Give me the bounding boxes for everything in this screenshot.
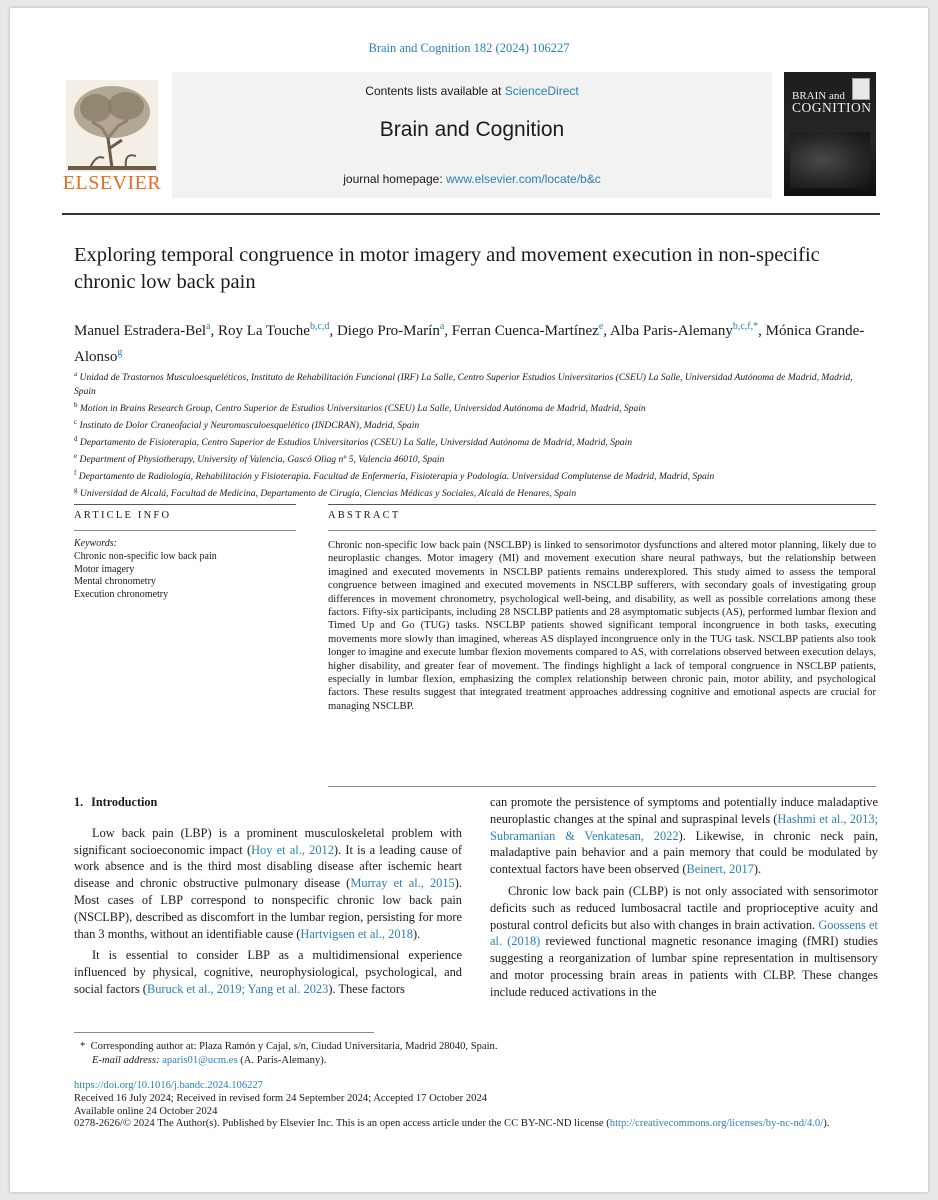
received-dates: Received 16 July 2024; Received in revised form 24 September 2024; Accepted 17 October 2024 [74, 1092, 488, 1104]
keywords-label: Keywords: [74, 538, 117, 549]
author-name[interactable]: Mónica Grande-Alonso [74, 323, 865, 365]
journal-cover-thumbnail[interactable] [784, 72, 876, 196]
contents-line [172, 84, 772, 98]
affiliation-text: Universidad de Alcalá, Facultad de Medicina, Departamento de Cirugía, Ciencias Médicas y Sociales, Alcalá de Henares, Spain [79, 488, 577, 500]
abstract-text: Chronic non-specific low back pain (NSCLBP) is linked to sensorimotor dysfunctions and altered motor planning, likely due to neuroplastic changes. Motor imagery (MI) and movement execution share neural pathways, but the relationship between imagined and executed movements in NSCLBP patients remains underexplored. This study aimed to assess the temporal congruence between imagined and executed movements in NSCLBP sufferers, with secondary goals of investigating group differences in movement chronometry, psychological well-being, and disability, as well as possible correlations among these factors. Fifty-six participants, including 28 NSCLBP patients and 28 asymptomatic subjects (AS), performed lumbar flexion and Timed Up and Go (TUG) tasks. NSCLBP patients showed significant temporal incongruence in both tasks, executing movements more slowly than imagined, whereas AS displayed incongruence only in the TUG task. NSCLBP patients also took longer to imagine and execute lumbar flexion movements compared to AS, with correlations observed between execution delays, higher disability, and greater fear of movement. The findings highlight a lack of temporal congruence in NSCLBP patients, especially in lumbar flexion, emphasizing the complex relationship between chronic pain, motor ability, and psychological factors. These results suggest that integrated treatment approaches addressing cognitive and emotional aspects are crucial for managing NSCLBP. [328, 540, 876, 712]
section-title: Introduction [91, 795, 158, 809]
affiliation-marker: e [74, 451, 78, 460]
keyword-item: Chronic non-specific low back pain [74, 550, 217, 562]
affiliation-marker: f [74, 468, 77, 477]
affiliation-item [74, 484, 874, 501]
article-title: Exploring temporal congruence in motor imagery and movement execution in non-specific chronic low back pain [74, 244, 820, 293]
article-page [10, 8, 928, 1192]
citation-link[interactable]: Buruck et al., 2019; Yang et al. 2023 [146, 981, 329, 996]
license-line [74, 1118, 880, 1131]
author-list [74, 316, 874, 368]
intro-paragraph-3 [490, 883, 878, 1001]
paragraph-text: reviewed functional magnetic resonance imaging (fMRI) studies suggesting a reorganization of lumbar spine representation in multisensory and motor processing brain areas in patients with CLBP. These changes include reduced activations in the [490, 934, 878, 999]
abstract-heading: ABSTRACT [328, 510, 401, 521]
citation-link[interactable]: Hashmi et al., 2013; Subramanian & Venkatesan, 2022 [490, 811, 878, 843]
body-column-right [490, 794, 878, 1001]
email-line [80, 1054, 860, 1068]
author-separator: , [210, 323, 218, 339]
affiliation-marker: c [74, 417, 78, 426]
affiliation-text: Department of Physiotherapy, University of Valencia, Gascó Oliag nº 5, Valencia 46010, Spain [79, 453, 445, 465]
author-name[interactable]: Roy La Touche [217, 323, 310, 339]
sciencedirect-link[interactable]: ScienceDirect [504, 84, 579, 98]
citation-link[interactable]: Hartvigsen et al., 2018 [300, 926, 413, 941]
author-separator: , [603, 323, 610, 339]
intro-paragraph-1 [74, 825, 462, 943]
author-name[interactable]: Ferran Cuenca-Martínez [451, 323, 599, 339]
journal-header [62, 72, 880, 206]
affiliation-item [74, 399, 874, 416]
affiliation-text: Unidad de Trastornos Musculoesqueléticos, Instituto de Rehabilitación Funcional (IRF) La Salle, Centro Superior Estudios Universitarios (CSEU) La Salle, Universidad Autónoma de Madrid, Madrid, Spain [74, 372, 853, 397]
cover-line2: COGNITION [792, 100, 872, 115]
footnote-text: Corresponding author at: Plaza Ramón y Cajal, s/n, Ciudad Universitaria, Madrid 28040, Spain. [90, 1041, 498, 1052]
author-affiliation-marker[interactable]: b,c,f,* [732, 321, 759, 332]
author-name[interactable]: Manuel Estradera-Bel [74, 323, 207, 339]
affiliation-text: Departamento de Radiología, Rehabilitación y Fisioterapia. Facultad de Enfermería, Fisioterapia y Podología. Universidad Complutense de Madrid, Madrid, Spain [78, 471, 715, 483]
section-heading-introduction [74, 794, 462, 811]
paragraph-text: ). [412, 926, 421, 941]
journal-title: Brain and Cognition [379, 118, 565, 141]
paragraph-text: ). Most cases of LBP correspond to nonspecific chronic low back pain (NSCLBP), described as discomfort in the lumbar region, persisting for more than 3 months, without an identifiable cause ( [74, 876, 462, 941]
affiliation-marker: g [74, 485, 78, 494]
email-label: E-mail address: [92, 1055, 163, 1067]
keyword-item: Motor imagery [74, 563, 135, 575]
section-number: 1. [74, 795, 84, 809]
abstract-rule-top [328, 504, 876, 505]
author-separator: , [758, 323, 766, 339]
affiliation-text: Instituto de Dolor Craneofacial y Neuromusculoesquelético (INDCRAN), Madrid, Spain [79, 419, 420, 431]
author-name[interactable]: Alba Paris-Alemany [609, 323, 733, 339]
cover-title [792, 90, 872, 114]
author-affiliation-marker[interactable]: g [117, 347, 123, 358]
footnote-line: * Corresponding author at: Plaza Ramón y Cajal, s/n, Ciudad Universitaria, Madrid 28040, Spain. [80, 1041, 498, 1052]
license-text: 0278-2626/© 2024 The Author(s). Published by Elsevier Inc. This is an open access article under the CC BY-NC-ND license ( [74, 1118, 610, 1130]
affiliation-marker: b [74, 400, 78, 409]
article-info-heading: ARTICLE INFO [74, 510, 172, 521]
article-info-rule-top [74, 504, 296, 505]
paragraph-text: ). Likewise, in chronic neck pain, maladaptive pain behavior and a pain memory that could be modulated by contextual factors have been observed ( [490, 828, 879, 877]
keyword-item: Mental chronometry [74, 576, 156, 588]
journal-reference-link[interactable]: Brain and Cognition 182 (2024) 106227 [368, 41, 570, 55]
publication-metadata [74, 1080, 880, 1131]
email-link[interactable]: aparis01@ucm.es [162, 1055, 238, 1067]
citation-link[interactable]: Murray et al., 2015 [350, 876, 455, 891]
elsevier-wordmark: ELSEVIER [62, 172, 162, 194]
homepage-prefix: journal homepage: [343, 172, 446, 186]
body-column-left [74, 794, 462, 998]
affiliation-item [74, 450, 874, 467]
paragraph-text: Low back pain (LBP) is a prominent musculoskeletal problem with significant socioeconomic impact ( [74, 825, 462, 857]
journal-homepage-link[interactable]: www.elsevier.com/locate/b&c [446, 172, 601, 186]
affiliation-list [74, 368, 874, 501]
journal-banner [172, 72, 772, 198]
contents-prefix: Contents lists available at [365, 84, 505, 98]
corresponding-author-footnote [80, 1040, 860, 1068]
author-affiliation-marker[interactable]: b,c,d [309, 321, 330, 332]
affiliation-item [74, 433, 874, 450]
paragraph-text: ). These factors [328, 981, 405, 996]
affiliation-marker: a [74, 370, 78, 378]
paragraph-text: ). It is a leading cause of work absence and is the third most disabling disease after ischemic heart disease and chronic obstructive pulmonary disease ( [74, 842, 463, 891]
affiliation-text: Motion in Brains Research Group, Centro Superior de Estudios Universitarios (CSEU) La Salle, Universidad Autónoma de Madrid, Madrid, Spain [79, 402, 646, 414]
license-link[interactable]: http://creativecommons.org/licenses/by-nc-nd/4.0/ [609, 1118, 824, 1130]
paragraph-text: ). [753, 862, 762, 877]
keywords-block [74, 538, 296, 602]
author-affiliation-marker[interactable]: a [439, 321, 445, 332]
citation-link[interactable]: Goossens et al. (2018) [490, 917, 878, 949]
footnote-divider [74, 1032, 374, 1033]
citation-link[interactable]: Beinert, 2017 [686, 862, 754, 877]
author-name[interactable]: Diego Pro-Marín [336, 323, 440, 339]
intro-paragraph-2 [74, 947, 462, 997]
abstract-rule-bottom [328, 786, 876, 787]
abstract-rule [328, 530, 876, 531]
paragraph-text: Chronic low back pain (CLBP) is not only associated with sensorimotor deficits such as reduced lumbosacral tactile and proprioceptive acuity and postural control deficits but also with changes in brain activation. [490, 883, 878, 932]
doi-link[interactable]: https://doi.org/10.1016/j.bandc.2024.106227 [74, 1080, 264, 1091]
affiliation-item [74, 416, 874, 433]
affiliation-marker: d [74, 434, 78, 443]
keyword-item: Execution chronometry [74, 589, 169, 601]
author-affiliation-marker[interactable]: a [206, 321, 211, 332]
intro-paragraph-2-continued [490, 794, 878, 878]
cover-brain-image [790, 132, 870, 188]
paragraph-text: can promote the persistence of symptoms and potentially induce maladaptive neuroplastic changes at the spinal and supraspinal levels ( [490, 795, 878, 826]
email-suffix: (A. Paris-Alemany). [237, 1055, 327, 1067]
author-separator: , [329, 323, 337, 339]
author-separator: , [444, 323, 452, 339]
license-suffix: ). [823, 1118, 830, 1130]
article-info-rule [74, 530, 296, 531]
available-online: Available online 24 October 2024 [74, 1105, 218, 1117]
affiliation-item [74, 368, 874, 398]
header-divider [62, 213, 880, 215]
homepage-line [172, 172, 772, 186]
citation-link[interactable]: Hoy et al., 2012 [251, 842, 334, 857]
affiliation-item [74, 467, 874, 484]
author-affiliation-marker[interactable]: e [598, 321, 604, 332]
affiliation-text: Departamento de Fisioterapia, Centro Superior de Estudios Universitarios (CSEU) La Salle, Universidad Autónoma de Madrid, Madrid, Spain [79, 436, 633, 448]
paragraph-text: It is essential to consider LBP as a multidimensional experience influenced by physical, cognitive, neurophysiological, psychological, and social factors ( [74, 948, 462, 996]
cover-line1: BRAIN and [792, 90, 845, 102]
